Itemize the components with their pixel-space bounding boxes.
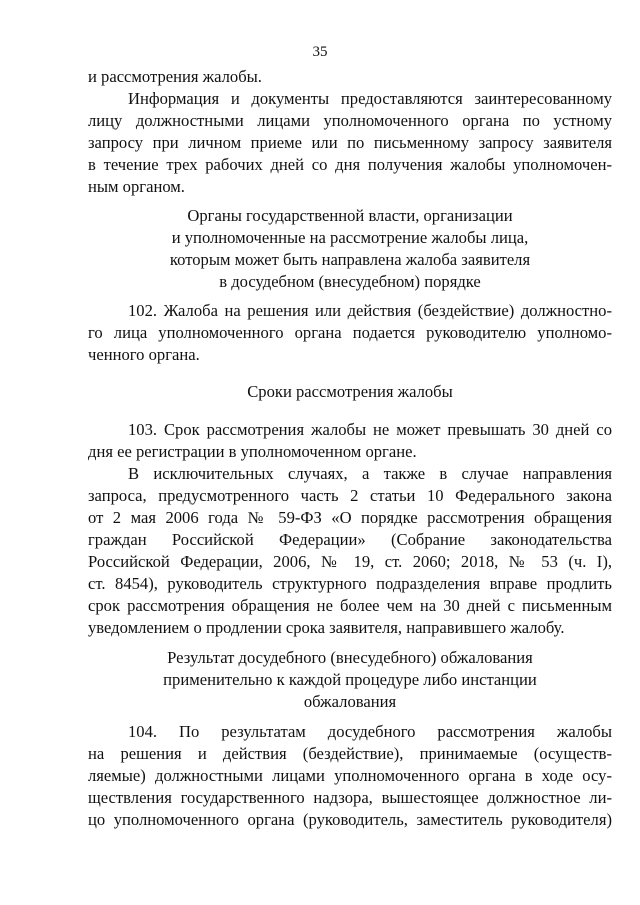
text-line: В исключительных случаях, а также в случае направления [128, 464, 612, 483]
section-heading: обжалования [303, 692, 397, 711]
text-line: уведомлением о продлении срока заявителя, направившего жалобу. [88, 618, 565, 637]
text-line: ст. 8454), руководитель структурного подразделения вправе продлить [88, 574, 612, 593]
text-line: цо уполномоченного органа (руководитель, заместитель руководителя) [88, 810, 612, 829]
text-line: от 2 мая 2006 года № 59-ФЗ «О порядке рассмотрения обращения [88, 508, 612, 527]
text-line: граждан Российской Федерации» (Собрание законодательства [88, 530, 612, 549]
text-line: на решения и действия (бездействие), принимаемые (осуществ- [88, 744, 612, 763]
text-line: запроса, предусмотренного часть 2 статьи 10 Федерального закона [88, 486, 612, 505]
text-line: Информация и документы предоставляются заинтересованному [128, 89, 612, 108]
text-line: ляемые) должностными лицами уполномоченного органа в ходе осу- [88, 766, 612, 785]
text-line: 102. Жалоба на решения или действия (бездействие) должностно- [128, 301, 612, 320]
text-line: 103. Срок рассмотрения жалобы не может превышать 30 дней со [128, 420, 612, 439]
page-number: 35 [312, 44, 328, 60]
section-heading: Сроки рассмотрения жалобы [247, 382, 453, 401]
text-line: в течение трех рабочих дней со дня получения жалобы уполномочен- [88, 155, 612, 174]
text-line: ным органом. [88, 177, 185, 196]
section-heading: применительно к каждой процедуре либо инстанции [163, 670, 537, 689]
text-line: и рассмотрения жалобы. [88, 67, 262, 86]
text-line: лицу должностными лицами уполномоченного органа по устному [88, 111, 612, 130]
text-line: ченного органа. [88, 345, 200, 364]
text-line: срок рассмотрения обращения не более чем на 30 дней с письменным [88, 596, 612, 615]
section-heading: Результат досудебного (внесудебного) обжалования [167, 648, 533, 667]
text-line: ществления государственного надзора, вышестоящее должностное ли- [88, 788, 612, 807]
text-line: го лица уполномоченного органа подается руководителю уполномо- [88, 323, 612, 342]
text-line: 104. По результатам досудебного рассмотрения жалобы [128, 722, 612, 741]
section-heading: которым может быть направлена жалоба заявителя [169, 250, 531, 269]
text-line: Российской Федерации, 2006, № 19, ст. 2060; 2018, № 53 (ч. I), [88, 552, 612, 571]
section-heading: Органы государственной власти, организации [187, 206, 513, 225]
text-line: запросу при личном приеме или по письменному запросу заявителя [88, 133, 612, 152]
section-heading: и уполномоченные на рассмотрение жалобы лица, [171, 228, 529, 247]
section-heading: в досудебном (внесудебном) порядке [219, 272, 481, 291]
text-line: дня ее регистрации в уполномоченном органе. [88, 442, 417, 461]
